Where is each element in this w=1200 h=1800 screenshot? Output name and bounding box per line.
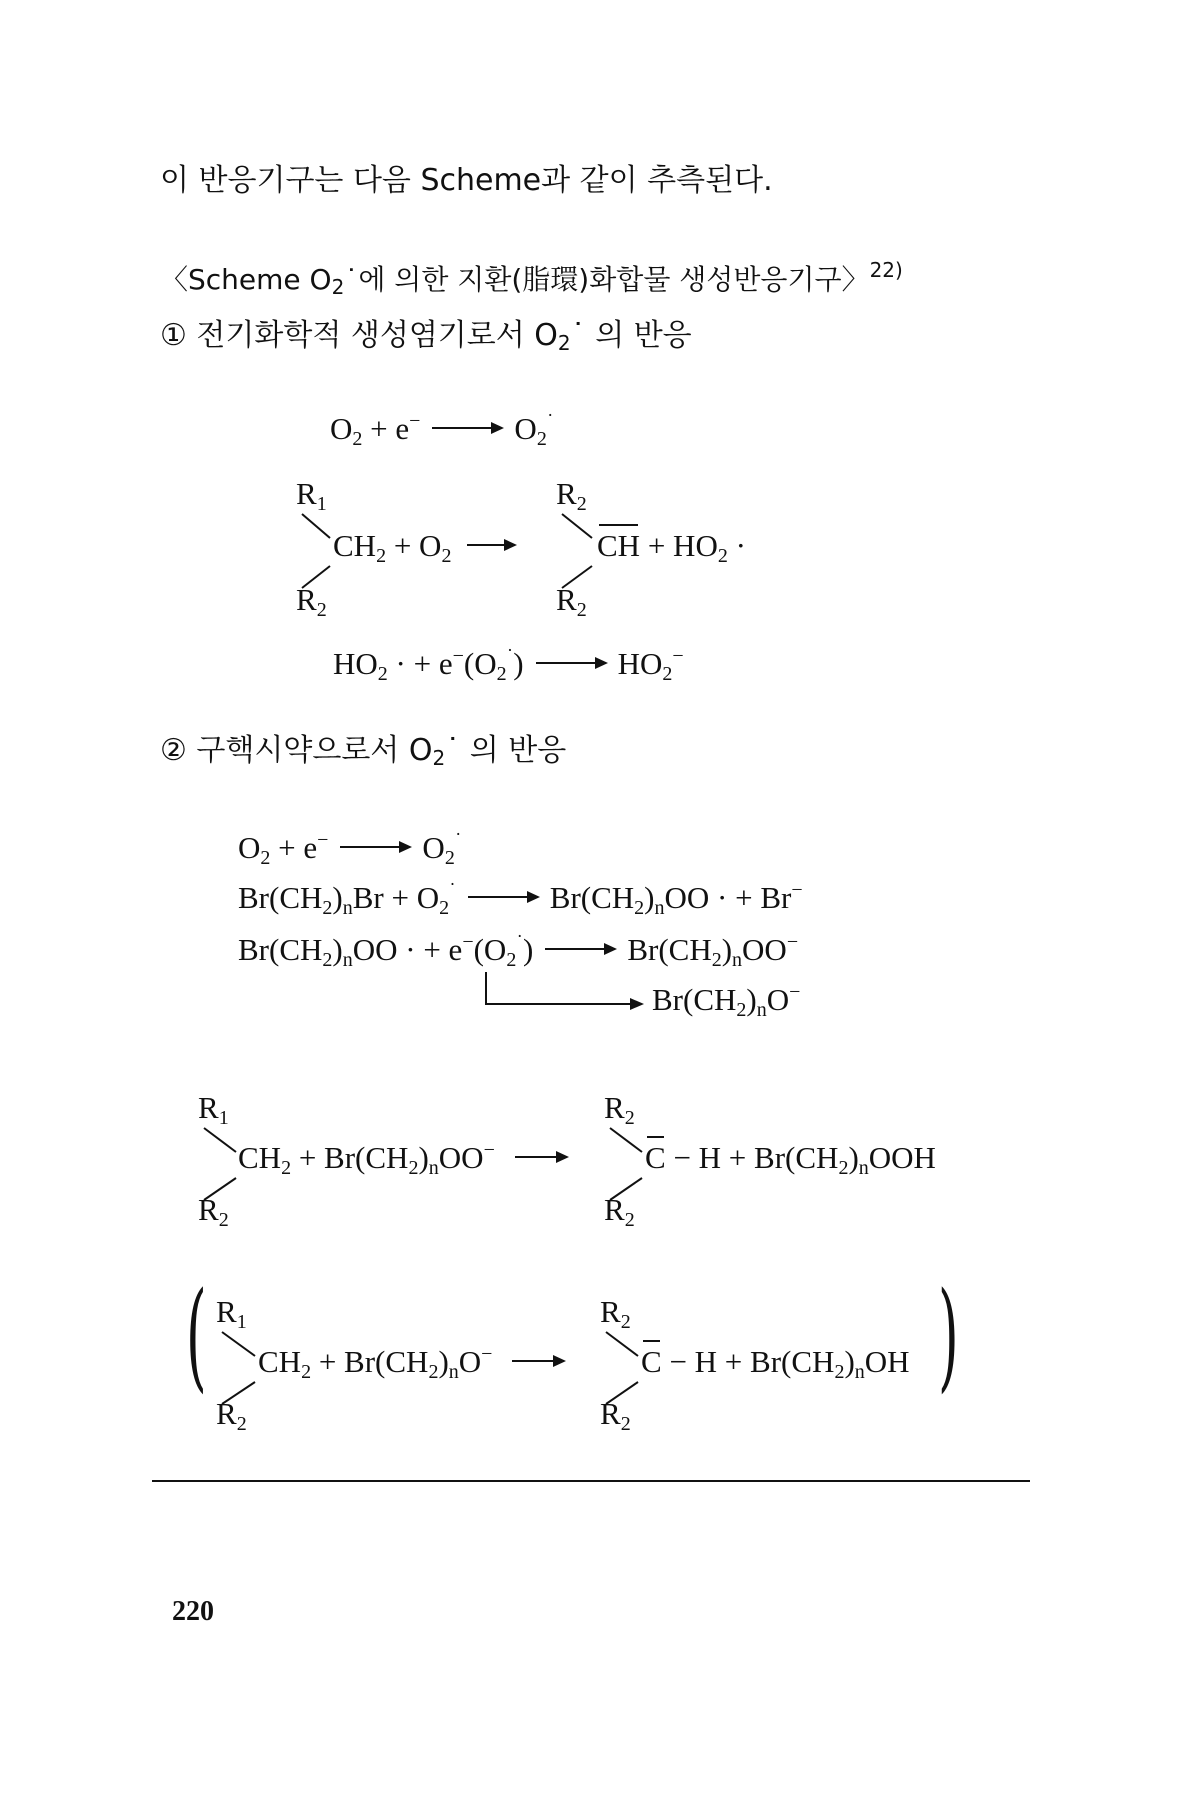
charge-minus: − bbox=[672, 645, 684, 667]
radical-dot: ˙ bbox=[516, 931, 523, 953]
branch-arrow-line bbox=[486, 972, 630, 1004]
radical-dot: · bbox=[717, 880, 728, 915]
s3-h: − H + Br(CH bbox=[665, 1140, 839, 1175]
sub-2: 2 bbox=[576, 599, 587, 621]
r-label: R bbox=[604, 1090, 625, 1125]
charge-minus: − bbox=[452, 645, 464, 667]
sub-2: 2 bbox=[322, 949, 333, 971]
bond-line bbox=[610, 1178, 642, 1200]
radical-dot: · bbox=[735, 528, 746, 563]
carbanion-c: C bbox=[645, 1140, 666, 1175]
r-label: R bbox=[216, 1294, 237, 1329]
r-label: R bbox=[556, 582, 577, 617]
sub-2: 2 bbox=[260, 847, 271, 869]
sub-2: 2 bbox=[711, 949, 722, 971]
s2-eq3-paren-open: (O bbox=[473, 932, 507, 967]
sub-2: 2 bbox=[444, 847, 455, 869]
section-2-label: ② 구핵시약으로서 O bbox=[160, 733, 433, 768]
paren-open: ( bbox=[186, 1266, 207, 1404]
sub-2: 2 bbox=[576, 493, 587, 515]
sub-2: 2 bbox=[536, 428, 547, 450]
bond-line bbox=[222, 1382, 255, 1404]
s2-eq3-mid: ) bbox=[332, 932, 343, 967]
radical-dot: ˙ bbox=[506, 645, 514, 667]
bond-line bbox=[606, 1332, 638, 1356]
bond-line bbox=[204, 1178, 236, 1200]
s4-close-2: ) bbox=[844, 1344, 855, 1379]
s2-eq2-right: Br(CH bbox=[549, 880, 635, 915]
sub-n: n bbox=[448, 1361, 459, 1383]
sub-2: 2 bbox=[620, 1413, 631, 1435]
s3-ch2: CH bbox=[238, 1140, 282, 1175]
sub-n: n bbox=[654, 897, 665, 919]
sub-n: n bbox=[428, 1157, 439, 1179]
s2-eq4-right-mid: ) bbox=[746, 982, 757, 1017]
bond-line bbox=[606, 1382, 638, 1404]
bond-line bbox=[204, 1128, 236, 1152]
reference-mark: 22) bbox=[869, 258, 903, 282]
bond-line bbox=[222, 1332, 255, 1356]
s4-ch2: CH bbox=[258, 1344, 302, 1379]
s4-o: O bbox=[458, 1344, 482, 1379]
carbanion-ch: CH bbox=[597, 528, 641, 563]
radical-dot: ˙ bbox=[546, 410, 554, 432]
sub-n: n bbox=[858, 1157, 869, 1179]
sub-2: 2 bbox=[506, 949, 517, 971]
sub-2: 2 bbox=[377, 663, 388, 685]
sub-n: n bbox=[854, 1361, 865, 1383]
section-1-label: ① 전기화학적 생성염기로서 O bbox=[160, 318, 558, 353]
s1-eq3-paren-close: ) bbox=[513, 646, 524, 681]
s2-eq2-tail: + Br bbox=[727, 880, 792, 915]
bond-line bbox=[610, 1128, 642, 1152]
sub-2: 2 bbox=[301, 1361, 312, 1383]
scheme-title-open: 〈Scheme O bbox=[160, 263, 332, 296]
section-1-radical: ˙ bbox=[570, 318, 586, 353]
r-label: R bbox=[198, 1192, 219, 1227]
section-2-tail: 의 반응 bbox=[469, 733, 567, 768]
sub-n: n bbox=[342, 897, 353, 919]
s2-eq2-mid: ) bbox=[332, 880, 343, 915]
sub-n: n bbox=[732, 949, 743, 971]
s3-close-2: ) bbox=[848, 1140, 859, 1175]
scheme-title-sub: 2 bbox=[331, 275, 345, 299]
sub-2: 2 bbox=[838, 1157, 849, 1179]
s4-plus: + Br(CH bbox=[311, 1344, 429, 1379]
r-label: R bbox=[600, 1294, 621, 1329]
scheme-title-radical: ˙ bbox=[344, 263, 359, 296]
s1-eq1-left: O bbox=[330, 411, 353, 446]
bond-line bbox=[562, 566, 592, 588]
sub-2: 2 bbox=[662, 663, 673, 685]
s1-eq3-left: HO bbox=[333, 646, 378, 681]
sub-n: n bbox=[342, 949, 353, 971]
s2-eq4-o: O bbox=[766, 982, 790, 1017]
sub-1: 1 bbox=[236, 1311, 247, 1333]
bond-line bbox=[562, 514, 592, 538]
carbanion-c: C bbox=[641, 1344, 662, 1379]
s2-eq3-oo: OO bbox=[352, 932, 398, 967]
section-1-tail: 의 반응 bbox=[595, 318, 692, 353]
s2-eq3-paren-close: ) bbox=[523, 932, 534, 967]
branch-arrow-head bbox=[630, 998, 644, 1010]
s1-eq3-right: HO bbox=[617, 646, 663, 681]
r-label: R bbox=[600, 1396, 621, 1431]
sub-1: 1 bbox=[218, 1107, 229, 1129]
s4-oh: OH bbox=[864, 1344, 910, 1379]
sub-2: 2 bbox=[624, 1107, 635, 1129]
charge-minus: − bbox=[786, 931, 799, 953]
s2-eq2-brplus: Br + O bbox=[352, 880, 440, 915]
s1-eq3-mid: + e bbox=[405, 646, 453, 681]
s2-eq3-left: Br(CH bbox=[238, 932, 323, 967]
s2-eq3-right: Br(CH bbox=[627, 932, 712, 967]
s1-eq2-tail: + HO bbox=[640, 528, 718, 563]
s1-eq1-right: O bbox=[514, 411, 537, 446]
section-1-sub: 2 bbox=[557, 331, 571, 355]
s3-close: ) bbox=[418, 1140, 429, 1175]
sub-2: 2 bbox=[281, 1157, 292, 1179]
r-label: R bbox=[604, 1192, 625, 1227]
sub-n: n bbox=[756, 999, 767, 1021]
sub-2: 2 bbox=[736, 999, 747, 1021]
section-2-sub: 2 bbox=[432, 746, 446, 770]
s1-eq2-plus: + O bbox=[386, 528, 442, 563]
r-label: R bbox=[556, 476, 577, 511]
s2-eq4-right: Br(CH bbox=[652, 982, 737, 1017]
r-label: R bbox=[296, 582, 317, 617]
section-2-radical: ˙ bbox=[445, 733, 461, 768]
s4-close: ) bbox=[438, 1344, 449, 1379]
s2-eq2-left: Br(CH bbox=[238, 880, 323, 915]
r-label: R bbox=[198, 1090, 219, 1125]
page-number: 220 bbox=[172, 1596, 214, 1627]
radical-dot: · bbox=[395, 646, 406, 681]
r-label: R bbox=[216, 1396, 237, 1431]
r-label: R bbox=[296, 476, 317, 511]
s2-eq2-right-oo: OO bbox=[664, 880, 710, 915]
s3-ooh: OOH bbox=[868, 1140, 936, 1175]
s1-eq3-paren-open: (O bbox=[463, 646, 497, 681]
radical-dot: ˙ bbox=[449, 879, 456, 901]
sub-2: 2 bbox=[316, 599, 327, 621]
sub-2: 2 bbox=[439, 897, 450, 919]
sub-2: 2 bbox=[218, 1209, 229, 1231]
s2-eq2-right-mid: ) bbox=[644, 880, 655, 915]
s2-eq1-left: O bbox=[238, 830, 261, 865]
footer-rule bbox=[152, 1480, 1030, 1482]
s1-eq2-ch2: CH bbox=[333, 528, 377, 563]
charge-minus: − bbox=[481, 1343, 493, 1365]
s2-eq1-plus: + e bbox=[270, 830, 318, 865]
charge-minus: − bbox=[409, 410, 421, 432]
bond-line bbox=[302, 566, 330, 588]
sub-2: 2 bbox=[322, 897, 333, 919]
charge-minus: − bbox=[789, 981, 801, 1003]
s2-eq3-right-oo: OO bbox=[742, 932, 787, 967]
charge-minus: − bbox=[791, 879, 803, 901]
sub-2: 2 bbox=[352, 428, 363, 450]
s1-eq1-plus: + e bbox=[362, 411, 410, 446]
charge-minus: − bbox=[317, 829, 329, 851]
charge-minus: − bbox=[462, 931, 474, 953]
s2-eq3-plus: + e bbox=[415, 932, 463, 967]
sub-2: 2 bbox=[236, 1413, 247, 1435]
sub-2: 2 bbox=[441, 545, 452, 567]
s3-plus: + Br(CH bbox=[291, 1140, 409, 1175]
s3-oo: OO bbox=[438, 1140, 484, 1175]
s2-eq3-right-mid: ) bbox=[721, 932, 733, 967]
sub-2: 2 bbox=[376, 545, 387, 567]
scheme-title-text: 에 의한 지환(脂環)화합물 생성반응기구〉 bbox=[358, 263, 870, 296]
bond-line bbox=[302, 514, 330, 538]
sub-1: 1 bbox=[316, 493, 327, 515]
paren-close: ) bbox=[938, 1266, 959, 1404]
s2-eq1-right: O bbox=[422, 830, 445, 865]
radical-dot: · bbox=[405, 932, 416, 967]
charge-minus: − bbox=[483, 1139, 495, 1161]
sub-2: 2 bbox=[496, 663, 507, 685]
sub-2: 2 bbox=[620, 1311, 631, 1333]
sub-2: 2 bbox=[834, 1361, 845, 1383]
radical-dot: ˙ bbox=[454, 829, 462, 851]
s4-h: − H + Br(CH bbox=[661, 1344, 835, 1379]
sub-2: 2 bbox=[634, 897, 645, 919]
sub-2: 2 bbox=[408, 1157, 419, 1179]
intro-sentence: 이 반응기구는 다음 Scheme과 같이 추측된다. bbox=[160, 163, 773, 198]
sub-2: 2 bbox=[717, 545, 728, 567]
sub-2: 2 bbox=[428, 1361, 439, 1383]
sub-2: 2 bbox=[624, 1209, 635, 1231]
